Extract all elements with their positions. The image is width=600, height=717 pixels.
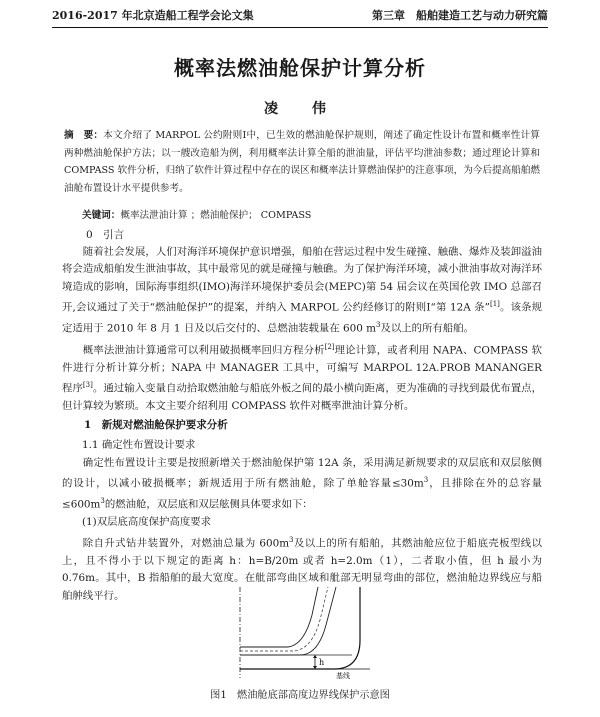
intro-heading: 0 引言: [86, 229, 125, 241]
p1-sup: 3: [375, 321, 381, 330]
p3-sup1: 3: [423, 476, 429, 485]
p2-text-c: 。通过输入变量自动拾取燃油舱与船底外板之间的最小横向距离，更为准确的寻找到最优布置点，但计算较为繁琐。本文主要介绍利用 COMPASS 软件对概率泄油计算分析。: [62, 382, 543, 413]
p4-text-a: 除自升式钻井装置外，对燃油总量为 600m: [82, 537, 290, 550]
tank-boundary-outer: [240, 587, 336, 655]
figure-1-caption: 图1 燃油舱底部高度边界线保护示意图: [210, 690, 390, 701]
header-rule: [52, 27, 548, 28]
p1-text-a: 随着社会发展，人们对海洋环境保护意识增强，船舶在营运过程中发生碰撞、触礁、爆炸及装卸溢油将会造成船舶发生泄油事故，其中最常见的就是碰撞与触礁。为了保护海洋环境，减小泄油事故对海洋环境造成的影响，国际海事组织(IMO)海洋环境保护委员会(MEPC)第 54 届会议在英国伦敦 IMO 总部召开,会议通过了关于“燃油舱保护”的提案，并纳入 MARPOL 公约经修订的附则Ⅰ“第 12A 条”: [62, 246, 542, 314]
p2-text-a: 概率法泄油计算通常可以利用破损概率回归方程分析: [82, 344, 325, 357]
abstract: [64, 127, 540, 197]
subsection-1-heading: (1)双层底高度保护高度要求: [82, 516, 212, 528]
p3-text-a: 确定性布置设计主要是按照新增关于燃油舱保护第 12A 条，采用满足新规要求的双层底和双层舷侧的设计，以减小破损概率；新规适用于所有燃油舱，除了单舱容量≤30m: [62, 457, 542, 490]
tank-boundary-inner: [240, 587, 318, 647]
paragraph-intro-2: [62, 339, 542, 416]
h-arrow-head-top: [313, 655, 317, 658]
p1-text-c: 及以上的所有船舶。: [380, 322, 474, 335]
paragraph-intro-1: [62, 244, 542, 338]
p2-ref2: [3]: [82, 381, 93, 390]
p1-text-b: 。该条规定适用于 2010 年 8 月 1 日及以后交付的、总燃油装载量在 600 m: [62, 301, 543, 335]
hull-shell-curve: [240, 587, 360, 669]
section-1-1-heading: 1.1 确定性布置设计要求: [82, 439, 196, 451]
abstract-label: 摘 要：: [64, 130, 104, 141]
running-header: [52, 4, 548, 26]
p1-ref: [1]: [489, 300, 500, 309]
figure-label-base: 基线: [336, 672, 350, 680]
figure-label-h: h: [319, 658, 325, 667]
keywords: [82, 207, 311, 221]
p3-text-c: 的燃油舱，双层底和双层舷侧具体要求如下：: [104, 498, 313, 511]
tank-boundary-dashed: [240, 587, 328, 651]
paper-title: 概率法燃油舱保护计算分析: [174, 56, 426, 80]
header-right: 第三章 船舶建造工艺与动力研究篇: [372, 9, 548, 22]
paper-author: 凌 伟: [264, 101, 336, 117]
p4-sup: 3: [289, 536, 294, 544]
figure-1-diagram: [222, 585, 372, 680]
paragraph-1-1: [62, 455, 542, 514]
p3-text-b: ，且排除在外的总容量≤600m: [62, 477, 542, 511]
p4-text-b: 及以上的所有船舶，其燃油舱应位于船底壳板型线以上，且不得小于以下规定的距离 h：h=B/20m 或者 h=2.0m（1），二者取小值，但 h 最小为 0.76m。其中，B 指船舶的最大宽度。在舭部弯曲区域和舭部无明显弯曲的部位，燃油舱边界线应与船舶舯线平行。: [62, 537, 542, 602]
abstract-text: 本文介绍了 MARPOL 公约附则Ⅰ中，已生效的燃油舱保护规则，阐述了确定性设计布置和概率性计算两种燃油舱保护方法；以一艘改造船为例，利用概率法计算全船的泄油量，评估平均泄油参数；通过理论计算和 COMPASS 软件分析，归纳了软件计算过程中存在的误区和概率法计算燃油保护的注意事项，为今后提高船舶燃油舱布置设计水平提供参考。: [64, 130, 540, 194]
keywords-text: 概率法泄油计算 ；燃油舱保护； COMPASS: [120, 210, 312, 221]
header-left: 2016-2017 年北京造船工程学会论文集: [52, 9, 254, 22]
p2-ref1: [2]: [324, 343, 335, 351]
section-1-heading: 1 新规对燃油舱保护要求分析: [84, 419, 228, 431]
p3-sup2: 3: [100, 497, 105, 506]
keywords-label: 关键词：: [82, 210, 121, 221]
p2-text-b: 理论计算，或者利用 NAPA、COMPASS 软件进行分析计算分析；NAPA 中 MANAGER 工具中，可编写 MARPOL 12A.PROB MANANGER 程序: [62, 344, 542, 395]
